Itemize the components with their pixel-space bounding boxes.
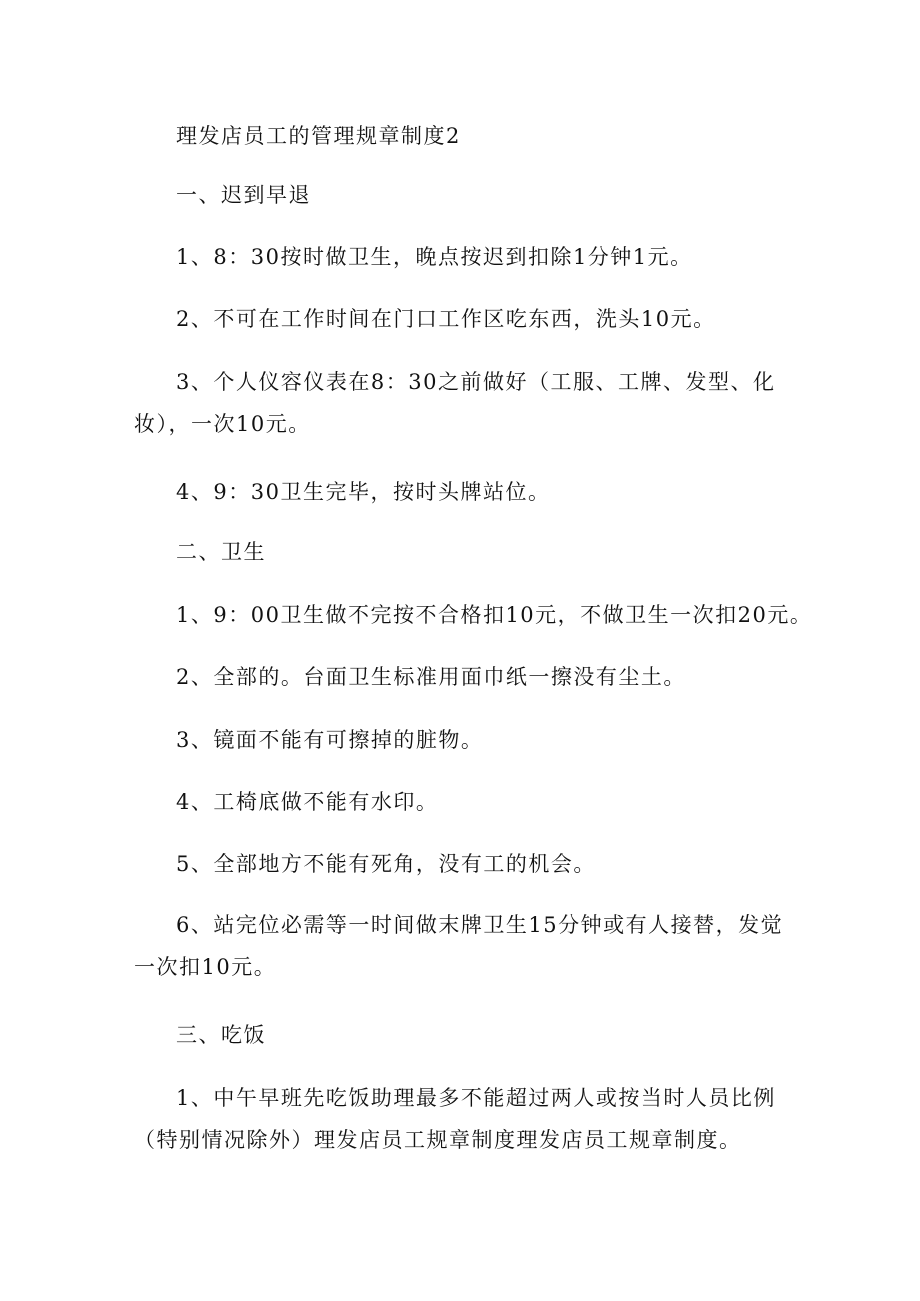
- section-heading-hygiene: 二、卫生: [176, 540, 266, 564]
- rule-item: 1、8：30按时做卫生，晚点按迟到扣除1分钟1元。: [176, 245, 693, 269]
- rule-item: 6、站完位必需等一时间做末牌卫生15分钟或有人接替，发觉一次扣10元。: [134, 913, 784, 979]
- rule-item: 3、个人仪容仪表在8：30之前做好（工服、工牌、发型、化妆），一次10元。: [134, 370, 776, 436]
- rule-item: 4、工椅底做不能有水印。: [176, 790, 439, 814]
- rule-item: 1、9：00卫生做不完按不合格扣10元，不做卫生一次扣20元。: [176, 603, 813, 627]
- section-heading-meals: 三、吃饭: [176, 1023, 266, 1047]
- rule-item: 2、不可在工作时间在门口工作区吃东西，洗头10元。: [176, 307, 716, 331]
- rule-item: 2、全部的。台面卫生标准用面巾纸一擦没有尘土。: [176, 665, 686, 689]
- document-title: 理发店员工的管理规章制度2: [176, 124, 461, 148]
- section-heading-lateness: 一、迟到早退: [176, 183, 311, 207]
- rule-item: 4、9：30卫生完毕，按时头牌站位。: [176, 480, 551, 504]
- rule-item: 1、中午早班先吃饭助理最多不能超过两人或按当时人员比例（特别情况除外）理发店员工规章制度理发店员工规章制度。: [134, 1086, 776, 1152]
- rule-item: 3、镜面不能有可擦掉的脏物。: [176, 728, 484, 752]
- rule-item: 5、全部地方不能有死角，没有工的机会。: [176, 852, 596, 876]
